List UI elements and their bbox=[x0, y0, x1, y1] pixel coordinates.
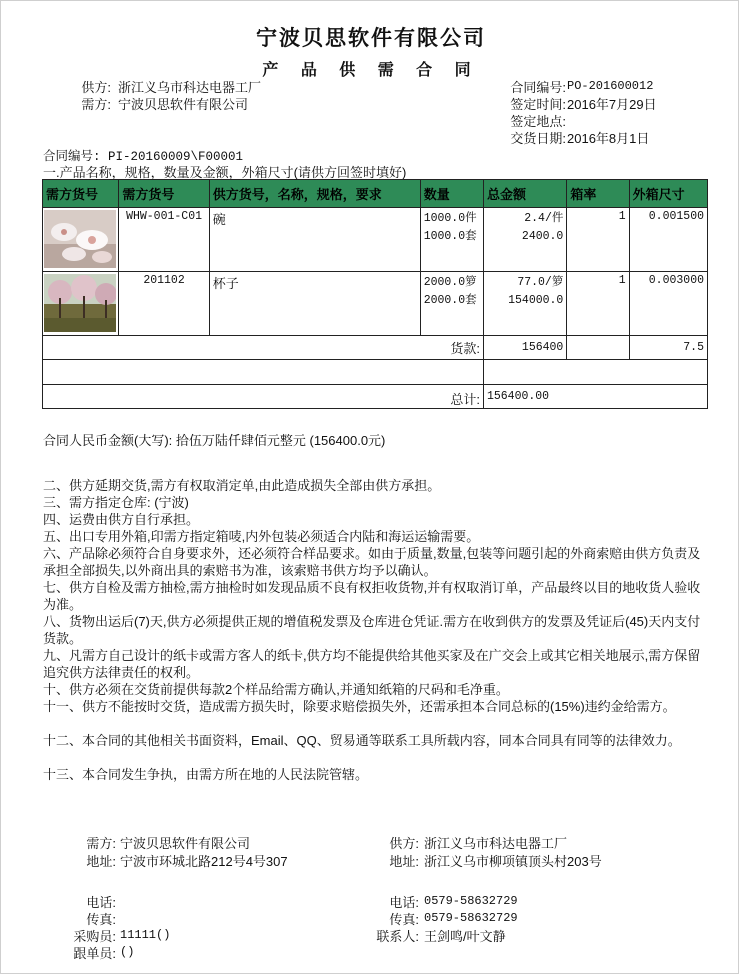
blank-row bbox=[43, 360, 708, 385]
clause-13: 十三、本合同发生争执，由需方所在地的人民法院管辖。 bbox=[43, 767, 369, 782]
line-amount: 154000.0 bbox=[508, 294, 564, 307]
contract-no-label: 合同编号: bbox=[510, 80, 566, 95]
total-label: 总计: bbox=[43, 385, 484, 409]
orchard-photo bbox=[44, 274, 116, 332]
clause-7: 七、供方自检及需方抽检,需方抽检时如发现品质不良有权拒收货物,并有权取消订单，产品最终以目的地收货人验收为准。 bbox=[43, 580, 701, 612]
product-name: 碗 bbox=[209, 208, 420, 272]
subtotal-row bbox=[43, 336, 708, 360]
sign-time: 2016年7月29日 bbox=[567, 97, 657, 112]
follower: () bbox=[120, 945, 135, 959]
unit-price: 2.4/件 bbox=[524, 212, 564, 225]
clause-3: 三、需方指定仓库: (宁波) bbox=[43, 495, 189, 510]
follower-label: 跟单员: bbox=[73, 946, 116, 961]
line-amount: 2400.0 bbox=[521, 230, 564, 243]
subtotal-amount: 156400 bbox=[483, 336, 566, 360]
clause-9: 九、凡需方自己设计的纸卡或需方客人的纸卡,供方均不能提供给其他买家及在广交会上或其它相关地展示,需方保留追究供方法律责任的权利。 bbox=[43, 648, 701, 680]
delivery-date-label: 交货日期: bbox=[510, 131, 566, 146]
empty-cell bbox=[567, 336, 629, 360]
buyer-label: 需方: bbox=[81, 97, 111, 112]
quantity-secondary: 2000.0套 bbox=[423, 294, 477, 307]
contact: 王剑鸣/叶文静 bbox=[424, 929, 506, 944]
contract-no: PO-201600012 bbox=[567, 79, 654, 93]
clause-2: 二、供方延期交货,需方有权取消定单,由此造成损失全部由供方承担。 bbox=[43, 478, 441, 493]
quantity-primary: 2000.0箩 bbox=[423, 276, 477, 289]
clause-11: 十一、供方不能按时交货，造成需方损失时，除要求赔偿损失外，还需承担本合同总标的(15%)违约金给需方。 bbox=[43, 699, 676, 714]
clause-4: 四、运费由供方自行承担。 bbox=[43, 512, 200, 527]
box-rate: 1 bbox=[567, 208, 629, 272]
purchaser-label: 采购员: bbox=[73, 929, 116, 944]
footer-supplier-fax-label: 传真: bbox=[389, 912, 419, 927]
clause-12: 十二、本合同的其他相关书面资料，Email、QQ、贸易通等联系工具所载内容，同本合同具有同等的法律效力。 bbox=[43, 733, 681, 748]
clause-8: 八、货物出运后(7)天,供方必须提供正规的增值税发票及仓库进仓凭证.需方在收到供方的发票及凭证后(45)天内支付货款。 bbox=[43, 614, 701, 646]
subtotal-label: 货款: bbox=[43, 336, 484, 360]
amount-cell bbox=[483, 208, 566, 272]
box-rate: 1 bbox=[567, 272, 629, 336]
col-header: 外箱尺寸 bbox=[629, 180, 707, 208]
box-size: 0.001500 bbox=[629, 208, 707, 272]
sign-time-label: 签定时间: bbox=[510, 97, 566, 112]
footer-supplier-address: 浙江义乌市柳项镇顶头村203号 bbox=[424, 854, 602, 869]
quantity-primary: 1000.0件 bbox=[423, 212, 477, 225]
supplier-name: 浙江义乌市科达电器工厂 bbox=[118, 80, 262, 95]
footer-supplier-address-label: 地址: bbox=[389, 854, 419, 869]
contact-label: 联系人: bbox=[376, 929, 419, 944]
product-image-cell bbox=[43, 272, 119, 336]
supplier-label: 供方: bbox=[81, 80, 111, 95]
delivery-date: 2016年8月1日 bbox=[567, 131, 650, 146]
amount-cell bbox=[483, 272, 566, 336]
col-header: 总金额 bbox=[483, 180, 566, 208]
col-header: 供方货号，名称，规格，要求 bbox=[209, 180, 420, 208]
company-title: 宁波贝思软件有限公司 bbox=[256, 27, 486, 50]
footer-supplier-tel: 0579-58632729 bbox=[424, 894, 518, 908]
footer-buyer: 宁波贝思软件有限公司 bbox=[120, 836, 251, 851]
clause-5: 五、出口专用外箱,印需方指定箱唛,内外包装必须适合内陆和海运运输需要。 bbox=[43, 529, 480, 544]
clause-10: 十、供方必须在交货前提供每款2个样品给需方确认,并通知纸箱的尺码和毛净重。 bbox=[43, 682, 509, 697]
footer-buyer-tel-label: 电话: bbox=[86, 895, 116, 910]
total-amount: 156400.00 bbox=[483, 385, 707, 409]
clause-1: 一.产品名称，规格，数量及金额，外箱尺寸(请供方回签时填好) bbox=[43, 165, 407, 180]
footer-buyer-address-label: 地址: bbox=[86, 854, 116, 869]
quantity-cell bbox=[420, 208, 483, 272]
amount-in-words: 合同人民币金额(大写): 拾伍万陆仟肆佰元整元 (156400.0元) bbox=[43, 433, 386, 448]
quantity-cell bbox=[420, 272, 483, 336]
items-table bbox=[42, 179, 708, 409]
footer-supplier-fax: 0579-58632729 bbox=[424, 911, 518, 925]
table-row bbox=[43, 208, 708, 272]
empty-cell bbox=[43, 360, 484, 385]
footer-buyer-fax-label: 传真: bbox=[86, 912, 116, 927]
quantity-secondary: 1000.0套 bbox=[423, 230, 477, 243]
box-size: 0.003000 bbox=[629, 272, 707, 336]
unit-price: 77.0/箩 bbox=[517, 276, 564, 289]
col-header: 箱率 bbox=[567, 180, 629, 208]
document-title: 产 品 供 需 合 同 bbox=[262, 62, 480, 79]
col-header: 数量 bbox=[420, 180, 483, 208]
product-name: 杯子 bbox=[209, 272, 420, 336]
col-header: 需方货号 bbox=[43, 180, 119, 208]
purchaser: 11111() bbox=[120, 928, 171, 942]
product-code: 201102 bbox=[119, 272, 209, 336]
footer-buyer-label: 需方: bbox=[86, 836, 116, 851]
empty-cell bbox=[483, 360, 707, 385]
footer-buyer-address: 宁波市环城北路212号4号307 bbox=[120, 854, 288, 869]
table-row bbox=[43, 272, 708, 336]
footer-supplier: 浙江义乌市科达电器工厂 bbox=[424, 836, 568, 851]
buyer-name: 宁波贝思软件有限公司 bbox=[118, 97, 249, 112]
footer-supplier-tel-label: 电话: bbox=[389, 895, 419, 910]
subtotal-box-size: 7.5 bbox=[629, 336, 707, 360]
footer-supplier-label: 供方: bbox=[389, 836, 419, 851]
product-image-cell bbox=[43, 208, 119, 272]
clause-6: 六、产品除必须符合自身要求外，还必须符合样品要求。如由于质量,数量,包装等问题引起的外商索赔由供方负责及承担全部损失,以外商出具的索赔书为准，该索赔书供方均予以确认。 bbox=[43, 546, 701, 578]
table-header-row bbox=[43, 180, 708, 208]
product-code: WHW-001-C01 bbox=[119, 208, 209, 272]
sign-place-label: 签定地点: bbox=[510, 114, 566, 129]
col-header: 需方货号 bbox=[119, 180, 209, 208]
sub-contract-no: 合同编号: PI-20160009\F00001 bbox=[43, 150, 244, 164]
total-row bbox=[43, 385, 708, 409]
bowl-photo bbox=[44, 210, 116, 268]
